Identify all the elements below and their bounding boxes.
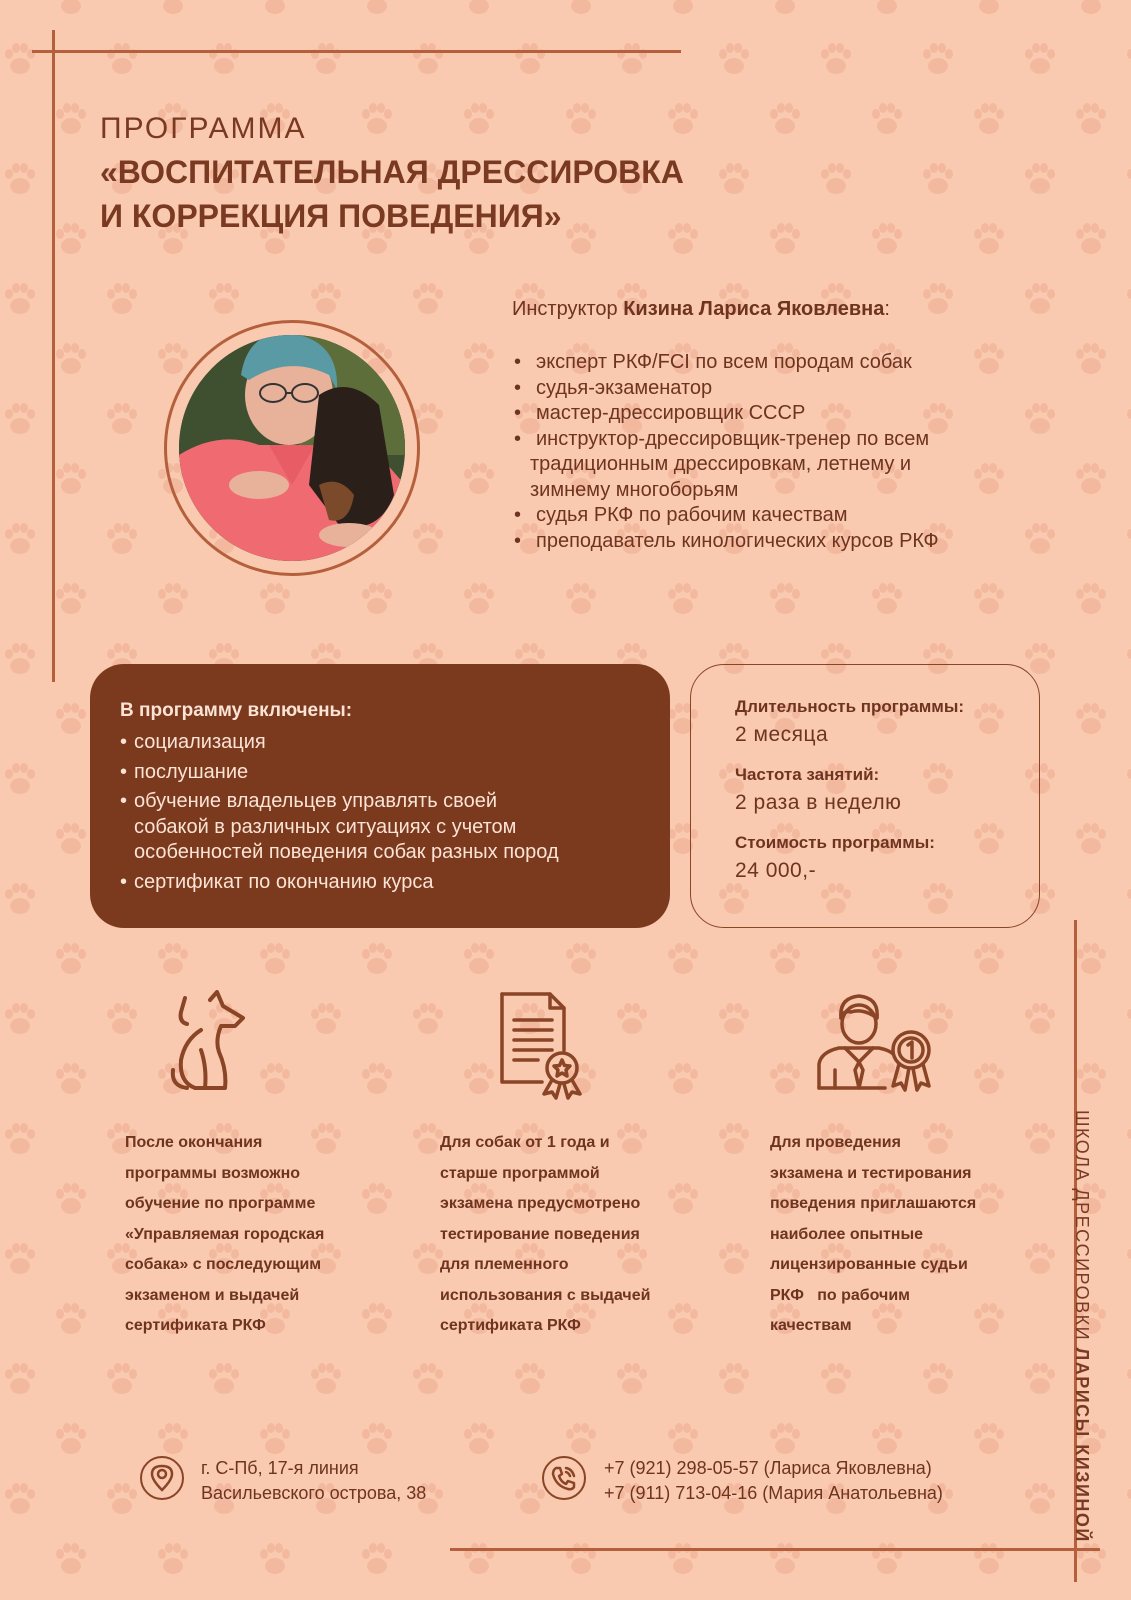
frame-line-bottom: [450, 1548, 1100, 1551]
phones: [604, 1456, 943, 1506]
instructor-suffix: :: [884, 298, 890, 320]
note-line: экзамена и тестирования: [770, 1164, 972, 1182]
included-title: В программу включены:: [120, 700, 353, 721]
note-line: обучение по программе: [125, 1195, 316, 1212]
note-line: для племенного: [440, 1256, 569, 1273]
phone-1[interactable]: +7 (921) 298-05-57 (Лариса Яковлевна): [604, 1458, 932, 1478]
note-line: Для проведения: [770, 1134, 901, 1151]
address-line-1: г. С-Пб, 17-я линия: [201, 1458, 359, 1478]
phone-icon: [542, 1456, 586, 1500]
note-line: программы возможно: [125, 1164, 301, 1182]
program-details-box: [690, 664, 1040, 928]
note-breeding-test: [440, 1128, 650, 1342]
location-pin-icon: [140, 1456, 184, 1500]
note-line: наиболее опытные: [770, 1225, 924, 1243]
program-title-line-1: «ВОСПИТАТЕЛЬНАЯ ДРЕССИРОВКА: [100, 154, 684, 190]
school-brand-bold: ЛАРИСЫ КИЗИНОЙ: [1072, 1347, 1092, 1543]
included-item-continuation: собакой в различных ситуациях с учетом: [134, 815, 517, 838]
note-line: поведения приглашаются: [770, 1195, 977, 1212]
note-after-course: [125, 1128, 324, 1342]
included-item: • социализация: [120, 730, 670, 756]
frame-line-top: [32, 50, 681, 53]
duration-label: Длительность программы:: [735, 697, 965, 716]
price-value: 24 000,-: [735, 859, 817, 882]
included-item: • сертификат по окончанию курса: [120, 870, 670, 896]
note-line: После окончания: [125, 1134, 263, 1151]
note-line: собака» с последующим: [125, 1256, 322, 1273]
note-line: лицензированные судьи: [770, 1256, 968, 1273]
credential-item: • эксперт РКФ/FCI по всем породам собак: [512, 350, 939, 376]
credential-item: • мастер-дрессировщик СССР: [512, 401, 939, 427]
note-line: экзаменом и выдачей: [125, 1286, 300, 1304]
program-title: [100, 150, 684, 238]
credential-item: • судья РКФ по рабочим качествам: [512, 503, 939, 529]
included-item: • послушание: [120, 760, 670, 786]
duration-value: 2 месяца: [735, 723, 829, 746]
certificate-document-icon: [498, 990, 590, 1100]
instructor-credentials-list: [512, 350, 939, 554]
instructor-photo-frame: [164, 320, 420, 576]
instructor-photo: [179, 335, 405, 561]
note-line: сертификата РКФ: [125, 1317, 266, 1334]
credential-item: • преподаватель кинологических курсов РКФ: [512, 529, 939, 555]
note-line: экзамена предусмотрено: [440, 1195, 641, 1212]
instructor-name: Кизина Лариса Яковлевна: [623, 298, 885, 320]
note-judges: [770, 1128, 976, 1342]
dog-icon: [165, 990, 255, 1100]
note-line: тестирование поведения: [440, 1225, 640, 1243]
credential-item: • инструктор-дрессировщик-тренер по всем: [512, 427, 939, 453]
frequency-value: 2 раза в неделю: [735, 791, 902, 814]
note-line: «Управляемая городская: [125, 1225, 325, 1243]
price-label: Стоимость программы:: [735, 833, 935, 852]
credential-item-continuation: зимнему многоборьям: [530, 478, 739, 501]
phone-2[interactable]: +7 (911) 713-04-16 (Мария Анатольевна): [604, 1483, 943, 1503]
note-line: Для собак от 1 года и: [440, 1134, 610, 1151]
program-label: ПРОГРАММА: [100, 112, 307, 145]
school-brand-vertical: [1071, 1110, 1092, 1543]
included-item-continuation: особенностей поведения собак разных пород: [134, 841, 559, 863]
note-line: качествам: [770, 1317, 852, 1334]
program-title-line-2: И КОРРЕКЦИЯ ПОВЕДЕНИЯ»: [100, 198, 562, 234]
instructor-heading: [512, 298, 890, 321]
credential-item-continuation: традиционным дрессировкам, летнему и: [530, 453, 912, 475]
instructor-prefix: Инструктор: [512, 298, 618, 320]
note-line: использования с выдачей: [440, 1286, 651, 1304]
credential-item: • судья-экзаменатор: [512, 376, 939, 402]
expert-award-icon: [815, 990, 941, 1100]
address: [201, 1456, 426, 1506]
frame-line-left: [52, 30, 55, 682]
program-included-box: [90, 664, 670, 928]
note-line: РКФ по рабочим: [770, 1286, 910, 1304]
school-brand-light: ШКОЛА ДРЕССИРОВКИ: [1072, 1110, 1092, 1342]
frequency-label: Частота занятий:: [735, 765, 880, 784]
included-list: [120, 730, 670, 895]
included-item: • обучение владельцев управлять своей: [120, 789, 670, 815]
address-line-2: Васильевского острова, 38: [201, 1483, 427, 1503]
note-line: старше программой: [440, 1164, 600, 1182]
note-line: сертификата РКФ: [440, 1317, 581, 1334]
